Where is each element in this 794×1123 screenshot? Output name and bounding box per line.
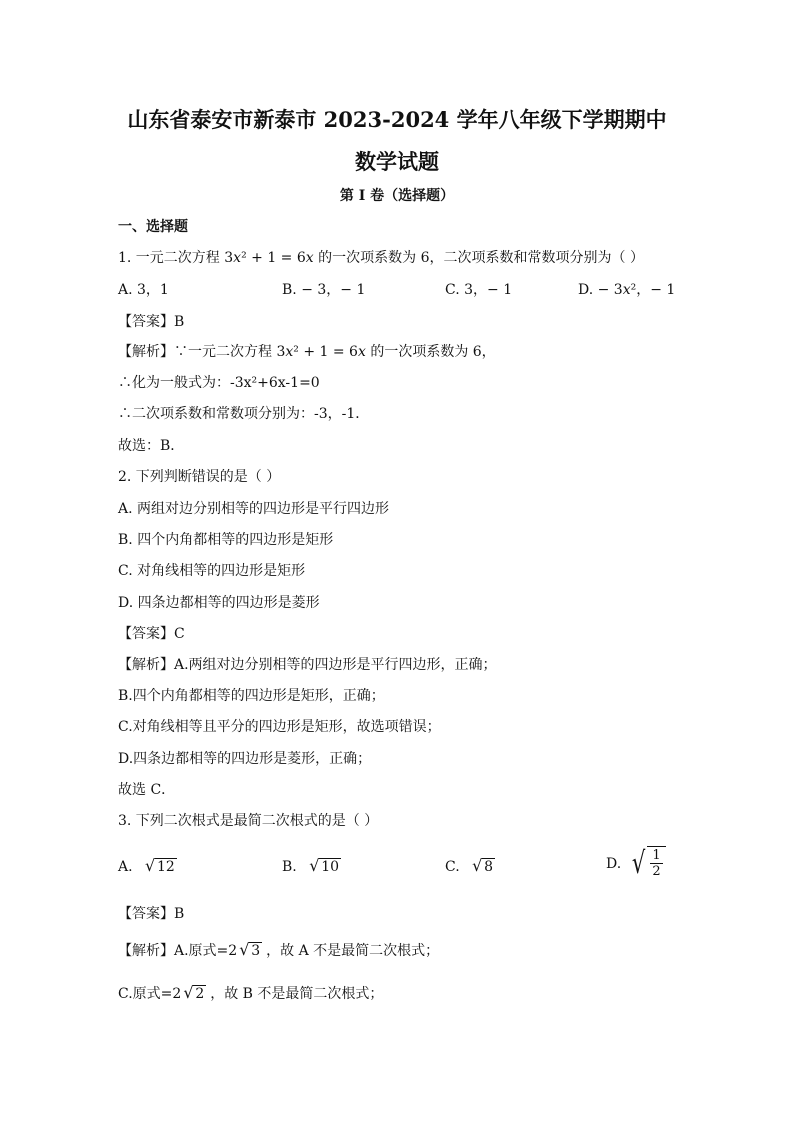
part-heading: 一、选择题 (118, 219, 188, 235)
question-1-option-c: C. 3，− 1 (445, 282, 513, 298)
question-2-explanation-1: 【解析】A.两组对边分别相等的四边形是平行四边形，正确； (118, 657, 497, 673)
question-3-explanation-2: C.原式=2 √ 2 ，故 B 不是最简二次根式； (118, 983, 384, 1002)
question-2-option-c: C. 对角线相等的四边形是矩形 (118, 563, 306, 579)
fraction: $\frac{1}{2}$ (652, 848, 661, 879)
question-3-option-c: C. √ 8 (445, 856, 494, 875)
document-title-line1: 山东省泰安市新泰市 2023-2024 学年八年级下学期期中 (127, 107, 667, 132)
question-2-answer: 【答案】C (118, 626, 185, 642)
question-2-option-d: D. 四条边都相等的四边形是菱形 (118, 595, 320, 611)
question-1-stem: 1. 一元二次方程 3x² + 1 = 6x 的一次项系数为 6，二次项系数和常数项分别为（ ） (118, 250, 644, 266)
question-3-option-b: B. √ 10 (282, 856, 340, 875)
question-2-explanation-3: C.对角线相等且平分的四边形是矩形，故选项错误； (118, 719, 441, 735)
question-3-option-d: D. √ $\frac{1}{2}$ (606, 846, 666, 882)
question-3-stem: 3. 下列二次根式是最简二次根式的是（ ） (118, 813, 379, 829)
sqrt-symbol: √ 8 (472, 856, 494, 875)
question-1-option-d: D. − 3x²，− 1 (578, 282, 676, 298)
question-1-option-a: A. 3，1 (118, 282, 169, 298)
question-1-explanation-4: 故选：B． (118, 438, 185, 454)
question-2-explanation-5: 故选 C． (118, 782, 176, 798)
question-2-explanation-4: D.四条边都相等的四边形是菱形，正确； (118, 751, 372, 767)
question-1-explanation-1: 【解析】∵一元二次方程 3x² + 1 = 6x 的一次项系数为 6， (118, 344, 496, 360)
question-1-explanation-2: ∴化为一般式为：-3x²+6x-1=0 (118, 375, 320, 391)
question-2-option-b: B. 四个内角都相等的四边形是矩形 (118, 532, 334, 548)
sqrt-symbol: √ 12 (145, 856, 175, 875)
sqrt-symbol: √ 10 (309, 856, 340, 875)
question-1-option-b: B. − 3，− 1 (282, 282, 366, 298)
question-2-stem: 2. 下列判断错误的是（ ） (118, 469, 281, 485)
sqrt-symbol: √ 2 (183, 983, 205, 1002)
section-heading: 第 I 卷（选择题） (339, 188, 455, 204)
question-1-answer: 【答案】B (118, 314, 185, 330)
question-3-answer: 【答案】B (118, 906, 185, 922)
question-1-explanation-3: ∴二次项系数和常数项分别为：-3，-1． (118, 406, 370, 422)
document-title-line2: 数学试题 (355, 149, 439, 174)
sqrt-symbol: √ $\frac{1}{2}$ (629, 846, 665, 882)
question-2-option-a: A. 两组对边分别相等的四边形是平行四边形 (118, 501, 390, 517)
question-3-explanation-1: 【解析】A.原式=2 √ 3 ，故 A 不是最简二次根式； (118, 940, 440, 959)
question-2-explanation-2: B.四个内角都相等的四边形是矩形，正确； (118, 688, 385, 704)
sqrt-symbol: √ 3 (239, 940, 261, 959)
question-3-option-a: A. √ 12 (118, 856, 175, 875)
